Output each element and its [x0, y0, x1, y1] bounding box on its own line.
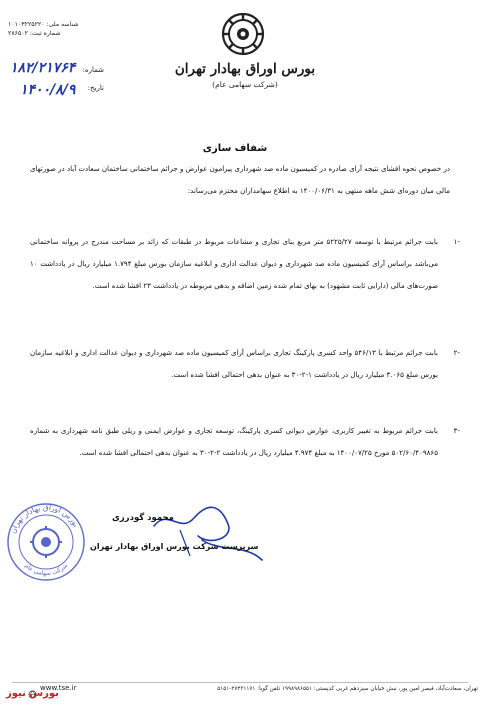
- signatory-name: محمود گودرزی: [112, 513, 174, 523]
- document-title: شفاف سازی: [202, 143, 268, 154]
- list-item: [30, 420, 460, 510]
- item-number: ۲-: [453, 348, 460, 357]
- registration-number-line: شماره ثبت: ۲۸۶۵۰۲: [8, 30, 61, 37]
- intro-paragraph: در خصوص نحوه افشای نتیجه آرای صادره در کمیسیون ماده صد شهرداری پیرامون عوارض و جرائم ساختمانی ساختمان سعادت آباد در صورتهای مالی میان دوره‌ای شش ماهه منتهی به ۱۴۰۰/۰۶/۳۱ به اطلاع سهامداران محترم می‌رساند:: [30, 164, 450, 195]
- national-id-line: شناسه ملی: ۱۰۱۰۳۲۲۵۲۲۰: [8, 21, 79, 28]
- item-text: بابت جرائم مرتبط با توسعه ۵۲۲۵/۲۷ متر مربع بنای تجاری و مشاعات مربوط در طبقات که زائد بر مساحت مندرج در پروانه ساختمانی می‌باشد براساس آرای کمیسیون ماده صد شهرداری و دیوان عدالت اداری و ابلاغیه سازمان بورس مبلغ ۱.۷۹۴ میلیارد ریال در یادداشت ۱۰ صورت‌های مالی (دارایی ثابت مشهود) به بهای تمام شده زمین اضافه و بدهی مربوطه در یادداشت ۲۳ افشا شده است.: [30, 237, 438, 290]
- date-label: تاریخ:: [87, 84, 104, 92]
- number-label: شماره:: [82, 66, 104, 74]
- stamp-text: بورس اوراق بهادار تهران: [8, 502, 81, 535]
- stamp-subtext: شرکت سهامی عام: [23, 562, 70, 578]
- signatory-title: سرپرست شرکت بورس اوراق بهادار تهران: [90, 542, 259, 551]
- handwritten-signature: [150, 500, 270, 570]
- item-text: بابت جرائم مرتبط با ۵۴۶/۱۳ واحد کسری پارکینگ تجاری براساس آرای کمیسیون ماده صد شهرداری و دیوان عدالت اداری و ابلاغیه سازمان بورس مبلغ ۳.۰۶۵ میلیارد ریال در یادداشت ۱-۲-۳۰ به عنوان بدهی احتمالی افشا شده است.: [30, 348, 438, 379]
- company-stamp: [2, 490, 90, 586]
- organization-subtitle: (شرکت سهامی عام): [212, 80, 278, 89]
- item-number: ۱-: [453, 237, 460, 246]
- organization-name: بورس اوراق بهادار تهران: [174, 61, 316, 77]
- item-text: بابت جرائم مربوط به تغییر کاربری، عوارض دیوانی کسری پارکینگ، توسعه تجاری و عوارض ایمنی و ریلی طبق نامه شهرداری به شماره ۵۰۲/۶۰/۴۰۹۸۶۵ مورخ ۱۴۰۰/۰۷/۲۵ به مبلغ ۴.۹۷۴ میلیارد ریال در یادداشت ۲-۲-۳۰ به عنوان بدهی احتمالی افشا شده است.: [30, 426, 438, 457]
- handwritten-date: ۱۴۰۰/۸/۹: [20, 82, 76, 98]
- footer-address: تهران، سعادت‌آباد، قیصر امین پور، نبش خیابان سیزدهم غربی کدپستی: ۱۹۹۸۹۸۶۵۵۱ تلفن گویا: ۲۷۴۳۱۱۷۱-۵۱۵۱: [217, 686, 478, 692]
- item-number: ۳-: [453, 426, 460, 435]
- list-item: [30, 231, 460, 341]
- stamp-logo-icon: [30, 526, 62, 558]
- svg-text:شرکت سهامی عام: [23, 562, 69, 577]
- source-watermark: بورس نیوز: [6, 688, 59, 699]
- list-item: [30, 342, 460, 412]
- footer-divider: [12, 682, 468, 683]
- registry-info: [8, 20, 98, 38]
- handwritten-number: ۱۸۲/۲۱۷۶۴: [10, 60, 76, 76]
- tse-logo-icon: [221, 12, 265, 56]
- website-link[interactable]: www.tse.ir: [40, 684, 77, 692]
